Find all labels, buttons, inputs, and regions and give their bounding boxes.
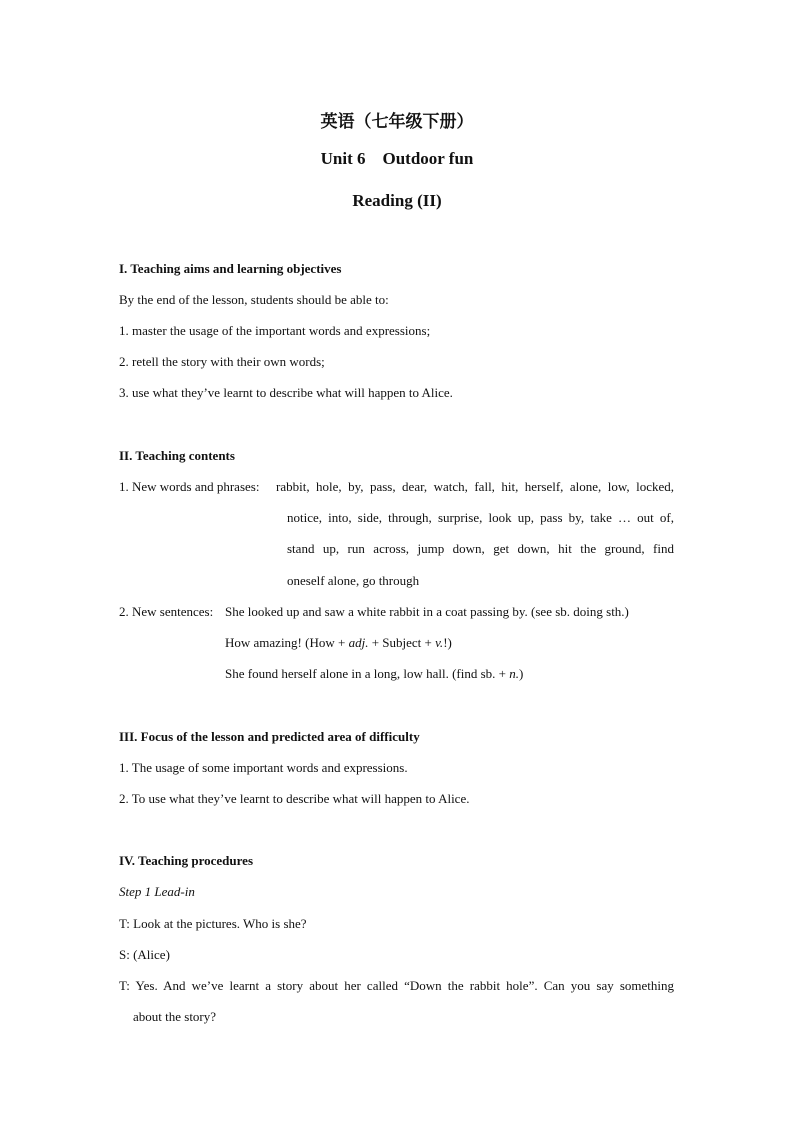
dialogue-line-2: S: (Alice) (119, 947, 170, 962)
sentence-3-noun: n. (509, 666, 519, 681)
aims-item-3: 3. use what they’ve learnt to describe what will happen to Alice. (119, 385, 453, 400)
words-line-4: oneself alone, go through (287, 573, 420, 588)
aims-intro: By the end of the lesson, students should be able to: (119, 292, 389, 307)
sentence-2-part-b: + Subject + (368, 635, 436, 650)
course-title: 英语（七年级下册） (320, 112, 474, 131)
sentence-2-part-a: How amazing! (How + (225, 635, 349, 650)
sentence-1: She looked up and saw a white rabbit in a coat passing by. (see sb. doing sth.) (225, 604, 629, 619)
sentence-2 (225, 635, 452, 651)
words-label: 1. New words and phrases: (119, 479, 263, 494)
section-heading-aims: I. Teaching aims and learning objectives (119, 261, 342, 276)
sentence-3-part-b: ) (519, 666, 524, 681)
sentence-2-adj: adj. (348, 635, 369, 650)
section-heading-focus: III. Focus of the lesson and predicted area of difficulty (119, 729, 420, 744)
sentences-label: 2. New sentences: (119, 604, 217, 619)
sentence-3 (225, 666, 523, 682)
unit-title: Unit 6 Outdoor fun (320, 149, 474, 168)
step-1-title: Step 1 Lead-in (119, 884, 195, 899)
sentence-3-part-a: She found herself alone in a long, low hall. (find sb. + (225, 666, 510, 681)
dialogue-line-3: T: Yes. And we’ve learnt a story about her called “Down the rabbit hole”. Can you say something (119, 978, 674, 993)
sentence-2-part-c: !) (443, 635, 452, 650)
sentence-2-verb: v. (435, 635, 444, 650)
dialogue-line-4: about the story? (133, 1009, 217, 1024)
aims-item-1: 1. master the usage of the important words and expressions; (119, 323, 431, 338)
focus-item-1: 1. The usage of some important words and expressions. (119, 760, 408, 775)
lesson-title: Reading (II) (352, 191, 442, 210)
dialogue-line-1: T: Look at the pictures. Who is she? (119, 916, 307, 931)
focus-item-2: 2. To use what they’ve learnt to describe what will happen to Alice. (119, 791, 470, 806)
words-line-3: stand up, run across, jump down, get down, hit the ground, find (287, 541, 674, 556)
aims-item-2: 2. retell the story with their own words; (119, 354, 325, 369)
words-line-1: rabbit, hole, by, pass, dear, watch, fall, hit, herself, alone, low, locked, (276, 479, 674, 494)
section-heading-procedures: IV. Teaching procedures (119, 853, 254, 868)
words-line-2: notice, into, side, through, surprise, look up, pass by, take … out of, (287, 510, 674, 525)
section-heading-contents: II. Teaching contents (119, 448, 235, 463)
